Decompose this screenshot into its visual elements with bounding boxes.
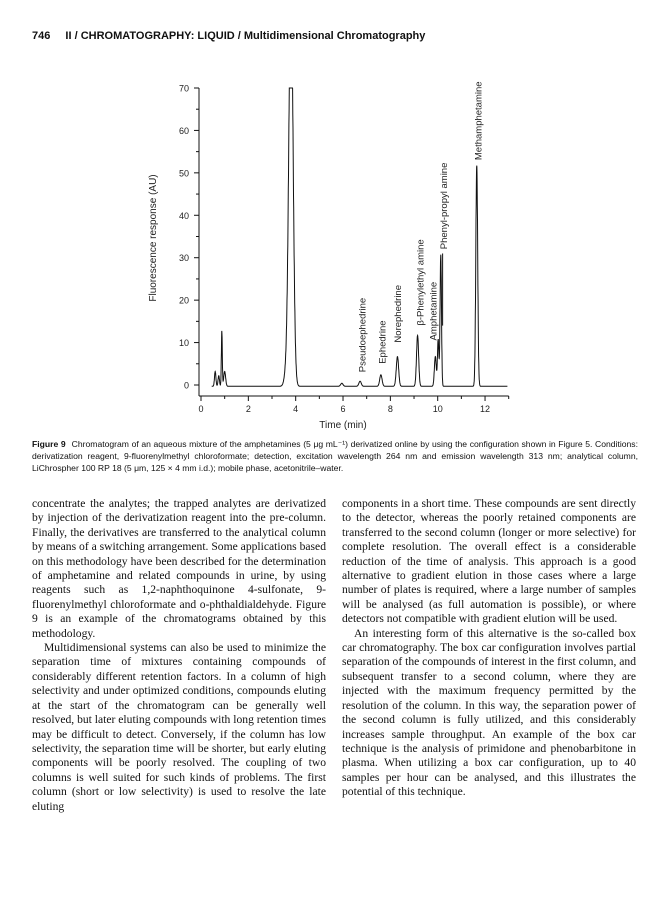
peak-label: Pseudoephedrine	[357, 297, 369, 373]
peak-label: Phenyl-propyl amine	[439, 162, 451, 250]
body-column-right	[342, 497, 636, 800]
x-axis-label: Time (min)	[319, 420, 367, 431]
paragraph: components in a short time. These compounds are sent directly to the detector, whereas the poorly retained components are transferred to the second column (longer or more selective) for complete resolution. The overall effect is a considerable reduction of the time of analysis. This approach is a good alternative to gradient elution in those cases where a large number of plates is required, where a large number of samples will be analysed (as full automation is possible), or where detectors not compatible with gradient elution will be used.	[342, 497, 636, 626]
page-number: 746	[32, 30, 51, 42]
peak-annotations	[357, 81, 484, 372]
x-tick-label: 0	[198, 404, 204, 414]
peak-label: Ephedrine	[377, 320, 389, 364]
y-tick-label: 70	[178, 83, 189, 94]
body-column-left	[32, 497, 326, 814]
x-tick-label: 2	[245, 404, 251, 414]
peak-label: Amphetamine	[428, 281, 440, 341]
peak-label: Norephedrine	[392, 284, 404, 343]
axes	[179, 83, 509, 414]
x-tick-label: 4	[293, 404, 299, 414]
paragraph: concentrate the analytes; the trapped analytes are derivatized by injection of the derivatization reagent into the pre-column. Finally, the derivatives are transferred to the analytical column by means of a switching arrangement. Some applications based on this methodology have been described for the determination of amphetamine and related compounds in urine, by using reagents such as 1,2-naphthoquinone 4-sulfonate, 9-fluorenylmethyl chloroformate and o-phthaldialdehyde. Figure 9 is an example of the chromatograms obtained by this methodology.	[32, 497, 326, 640]
y-tick-label: 10	[178, 338, 189, 349]
peak-label: β-Phenylethyl amine	[415, 239, 427, 326]
peak-label: Methamphetamine	[473, 81, 485, 161]
running-title: II / CHROMATOGRAPHY: LIQUID / Multidimensional Chromatography	[65, 30, 426, 42]
x-tick-label: 12	[480, 404, 491, 414]
y-axis-label: Fluorescence response (AU)	[148, 174, 159, 302]
paragraph: Multidimensional systems can also be used to minimize the separation time of mixtures containing compounds of considerably different retention factors. In a column of high selectivity and under optimized conditions, compounds eluting at the start of the chromatogram can be generally well resolved, but later eluting compounds with long retention times may be difficult to detect. Conversely, if the column has low selectivity, the separation time will be shorter, but early eluting components will be poorly resolved. The coupling of two columns is well suited for such kinds of problems. The first column (short or low selectivity) is used to resolve the late eluting	[32, 641, 326, 813]
chromatogram-chart	[0, 0, 668, 435]
x-tick-label: 10	[432, 404, 443, 414]
y-tick-label: 60	[178, 125, 189, 136]
x-tick-label: 8	[387, 404, 393, 414]
caption-text: Chromatogram of an aqueous mixture of the amphetamines (5 μg mL⁻¹) derivatized online by using the configuration shown in Figure 5. Conditions: derivatization reagent, 9-fluorenylmethyl chloroformate; detection, excitation wavelength 264 nm and emission wavelength 313 nm; analytical column, LiChrospher 100 RP 18 (5 μm, 125 × 4 mm i.d.); mobile phase, acetonitrile–water.	[32, 439, 638, 473]
figure-caption	[32, 438, 638, 474]
x-tick-label: 6	[340, 404, 346, 414]
paragraph: An interesting form of this alternative is the so-called box car chromatography. The box car configuration involves partial separation of the compounds of interest in the first column, and subsequent transfer to a second column, where they are injected with the maximum frequency permitted by the resolution of the column. In this way, the separation power of the second column is fully utilized, and this considerably increases sample throughput. An example of the box car technique is the analysis of primidone and phenobarbitone in plasma. When utilizing a box car configuration, up to 40 samples per hour can be analysed, and this illustrates the potential of this technique.	[342, 626, 636, 799]
y-tick-label: 50	[178, 168, 189, 179]
y-tick-label: 0	[183, 380, 189, 391]
figure-label: Figure 9	[32, 439, 66, 449]
y-tick-label: 20	[178, 295, 189, 306]
y-tick-label: 40	[178, 210, 189, 221]
y-tick-label: 30	[178, 253, 189, 264]
